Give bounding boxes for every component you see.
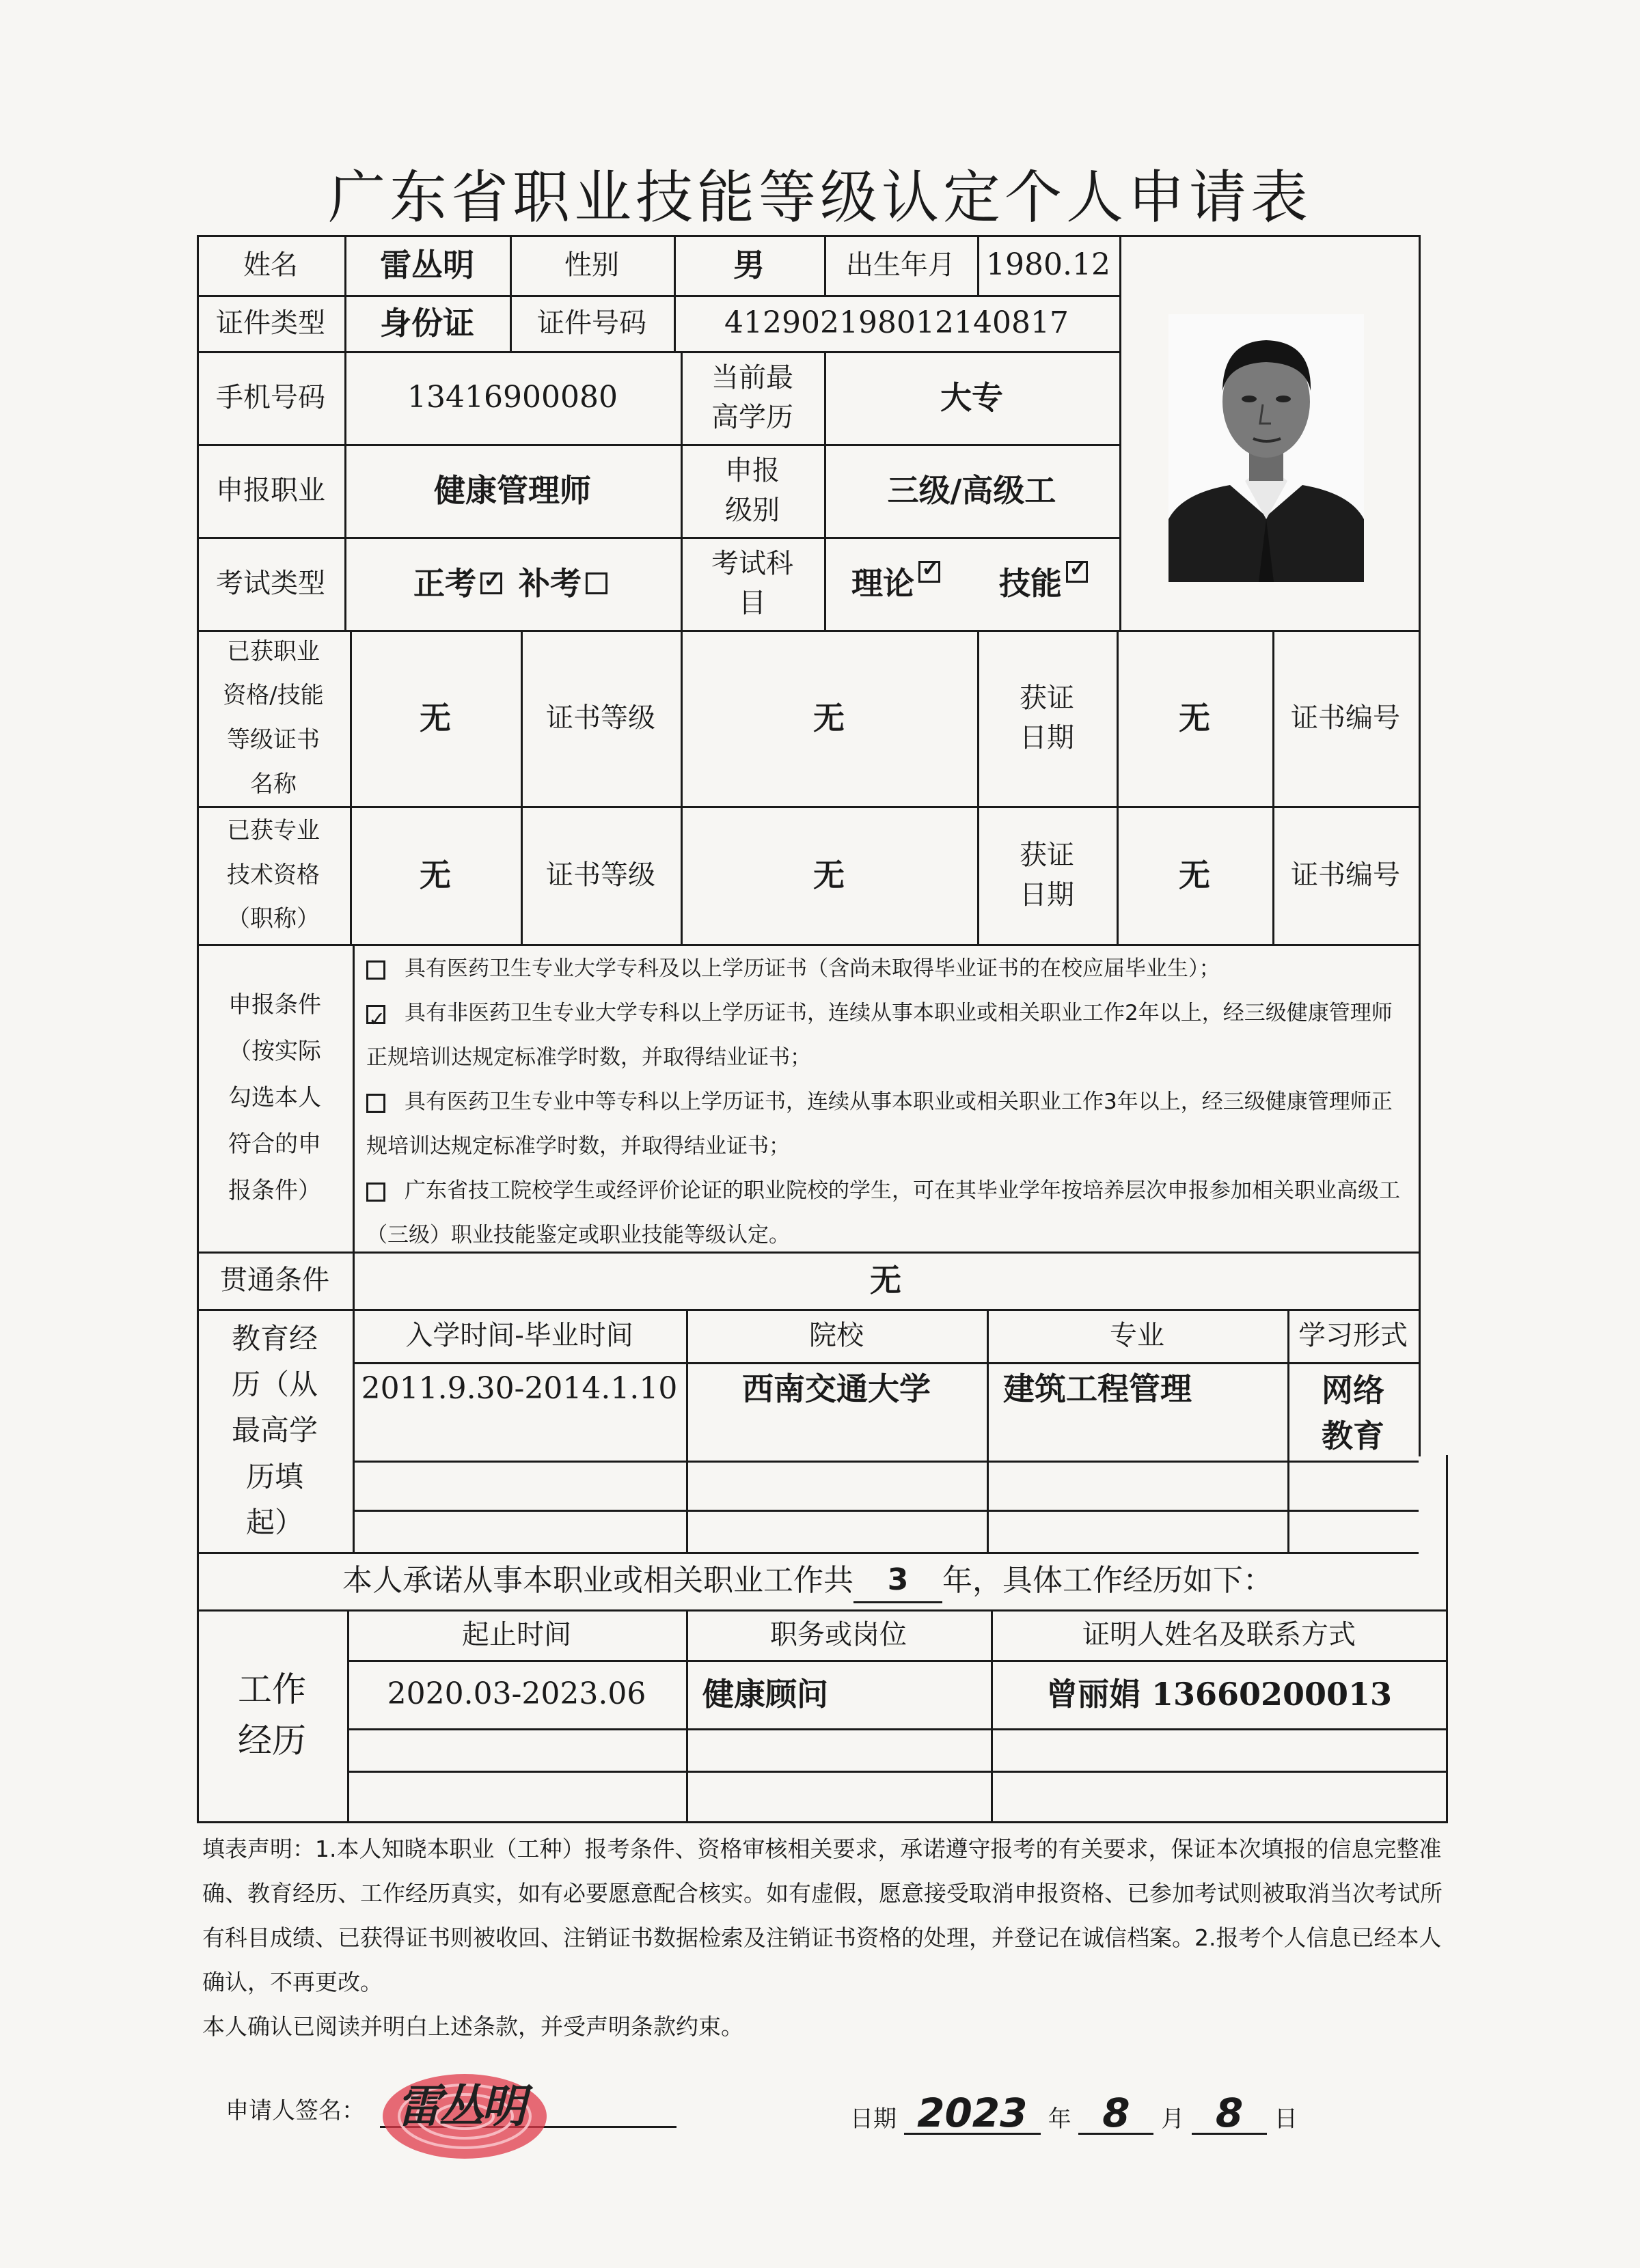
condition-item-4: 广东省技工院校学生或经评价论证的职业院校的学生，可在其毕业学年按培养层次申报参加相关职业高级工（三级）职业技能鉴定或职业技能等级认定。 <box>366 1178 1400 1247</box>
vocational-cert-label: 已获职业资格/技能等级证书名称 <box>223 637 324 798</box>
exam-subject-options <box>824 537 1119 630</box>
tech-cert-label: 已获专业技术资格（职称） <box>227 817 320 933</box>
occupation-value[interactable]: 健康管理师 <box>434 471 591 509</box>
work-commit-suffix: 年，具体工作经历如下： <box>942 1563 1273 1599</box>
vocational-cert-date-label: 获证日期 <box>1020 682 1074 753</box>
name-value[interactable]: 雷丛明 <box>380 246 474 284</box>
edu-row-major[interactable]: 建筑工程管理 <box>1003 1370 1192 1407</box>
applicant-signature[interactable]: 雷丛明 <box>396 2079 523 2133</box>
form-title: 广东省职业技能等级认定个人申请表 <box>327 164 1312 231</box>
vocational-cert-name[interactable]: 无 <box>420 699 451 736</box>
tech-cert-level[interactable]: 无 <box>813 856 845 894</box>
exam-type-regular-checkbox[interactable] <box>480 572 502 594</box>
date-year[interactable]: 2023 <box>904 2093 1041 2135</box>
work-commitment <box>197 1552 1419 1609</box>
level-value[interactable]: 三级/高级工 <box>887 471 1056 509</box>
birth-value[interactable]: 1980.12 <box>986 247 1110 283</box>
tech-cert-date-label: 获证日期 <box>1020 840 1074 911</box>
work-row-reference[interactable]: 曾丽娟 13660200013 <box>1046 1675 1393 1713</box>
edu-row-period[interactable]: 2011.9.30-2014.1.10 <box>361 1371 678 1407</box>
exam-subject-theory-label: 理论 <box>851 564 914 602</box>
through-value[interactable]: 无 <box>870 1261 901 1299</box>
through-label: 贯通条件 <box>220 1264 329 1296</box>
portrait-image <box>1168 314 1364 582</box>
gender-label: 性别 <box>564 249 619 281</box>
exam-type-label: 考试类型 <box>216 568 325 599</box>
signature-label: 申请人签名： <box>226 2097 365 2125</box>
exam-subject-skill-label: 技能 <box>999 564 1062 602</box>
edu-row-school[interactable]: 西南交通大学 <box>742 1370 931 1407</box>
edu-header-period: 入学时间-毕业时间 <box>405 1320 633 1351</box>
phone-value[interactable]: 13416900080 <box>407 380 618 415</box>
work-row-position[interactable]: 健康顾问 <box>702 1675 828 1713</box>
edu-header-school: 院校 <box>809 1320 864 1351</box>
condition-2-checkbox[interactable] <box>366 1005 385 1024</box>
work-header-period: 起止时间 <box>462 1619 571 1650</box>
declaration-text: 填表声明：1.本人知晓本职业（工种）报考条件、资格审核相关要求，承诺遵守报考的有关要求，保证本次填报的信息完整准确、教育经历、工作经历真实，如有必要愿意配合核实。如有虚假，愿意接受取消申报资格、已参加考试则被取消当次考试所有科目成绩、已获得证书则被收回、注销证书数据检索及注销证书资格的处理，并登记在诚信档案。2.报考个人信息已经本人确认，不再更改。 <box>202 1836 1443 1995</box>
tech-cert-level-label: 证书等级 <box>546 859 655 891</box>
date-label: 日期 <box>850 2105 897 2133</box>
day-label: 日 <box>1274 2105 1298 2133</box>
education-value[interactable]: 大专 <box>940 378 1003 416</box>
date-row <box>850 2090 1298 2136</box>
edu-history-label: 教育经历（从最高学历填起） <box>231 1322 318 1539</box>
exam-subject-theory-checkbox[interactable] <box>918 561 940 583</box>
work-header-reference: 证明人姓名及联系方式 <box>1082 1619 1356 1650</box>
phone-label: 手机号码 <box>216 382 325 413</box>
exam-type-makeup-checkbox[interactable] <box>586 572 607 594</box>
gender-value[interactable]: 男 <box>733 246 765 284</box>
edu-header-mode: 学习形式 <box>1298 1320 1408 1351</box>
conditions-label: 申报条件（按实际勾选本人符合的申报条件） <box>228 991 321 1204</box>
edu-row-mode[interactable]: 网络教育 <box>1322 1372 1384 1454</box>
work-commit-prefix: 本人承诺从事本职业或相关职业工作共 <box>342 1563 853 1599</box>
condition-item-2: ✓具有非医药卫生专业大学专科以上学历证书，连续从事本职业或相关职业工作2年以上，经三级健康管理师正规培训达规定标准学时数，并取得结业证书； <box>366 991 1405 1080</box>
education-label: 当前最高学历 <box>711 362 793 433</box>
name-label: 姓名 <box>243 249 298 281</box>
condition-4-checkbox[interactable] <box>366 1183 385 1202</box>
birth-label: 出生年月 <box>846 249 955 281</box>
condition-item-3: 具有医药卫生专业中等专科以上学历证书，连续从事本职业或相关职业工作3年以上，经三级健康管理师正规培训达规定标准学时数，并取得结业证书； <box>366 1090 1393 1159</box>
work-row-period[interactable]: 2020.03-2023.06 <box>387 1676 646 1712</box>
applicant-photo <box>1168 314 1364 582</box>
level-label: 申报级别 <box>725 455 780 526</box>
vocational-cert-level[interactable]: 无 <box>813 699 845 736</box>
edu-header-major: 专业 <box>1110 1320 1164 1351</box>
tech-cert-name[interactable]: 无 <box>420 856 451 894</box>
month-label: 月 <box>1161 2105 1185 2133</box>
exam-type-makeup-label: 补考 <box>519 564 582 602</box>
condition-3-checkbox[interactable] <box>366 1094 385 1113</box>
work-history-label: 工作经历 <box>238 1670 306 1760</box>
vocational-cert-level-label: 证书等级 <box>546 702 655 734</box>
exam-subject-label: 考试科目 <box>711 548 793 619</box>
vocational-cert-date[interactable]: 无 <box>1179 699 1210 736</box>
tech-cert-date[interactable]: 无 <box>1179 856 1210 894</box>
id-number-label: 证件号码 <box>537 307 646 339</box>
work-years-value[interactable]: 3 <box>853 1558 942 1604</box>
year-label: 年 <box>1048 2105 1071 2133</box>
tech-cert-number-label: 证书编号 <box>1291 859 1400 891</box>
work-header-position: 职务或岗位 <box>770 1619 907 1650</box>
vocational-cert-number-label: 证书编号 <box>1291 702 1400 734</box>
exam-type-regular-label: 正考 <box>413 564 476 602</box>
condition-item-1: 具有医药卫生专业大学专科及以上学历证书（含尚未取得毕业证书的在校应届毕业生）； <box>366 947 1405 991</box>
condition-1-checkbox[interactable] <box>366 960 385 980</box>
confirm-text: 本人确认已阅读并明白上述条款，并受声明条款约束。 <box>202 2013 743 2040</box>
occupation-label: 申报职业 <box>216 475 325 506</box>
exam-type-options <box>344 537 681 630</box>
exam-subject-skill-checkbox[interactable] <box>1066 561 1088 583</box>
id-number-value[interactable]: 412902198012140817 <box>724 305 1069 341</box>
id-type-value[interactable]: 身份证 <box>380 304 474 342</box>
date-day[interactable]: 8 <box>1192 2093 1267 2135</box>
id-type-label: 证件类型 <box>216 307 325 339</box>
date-month[interactable]: 8 <box>1078 2093 1153 2135</box>
